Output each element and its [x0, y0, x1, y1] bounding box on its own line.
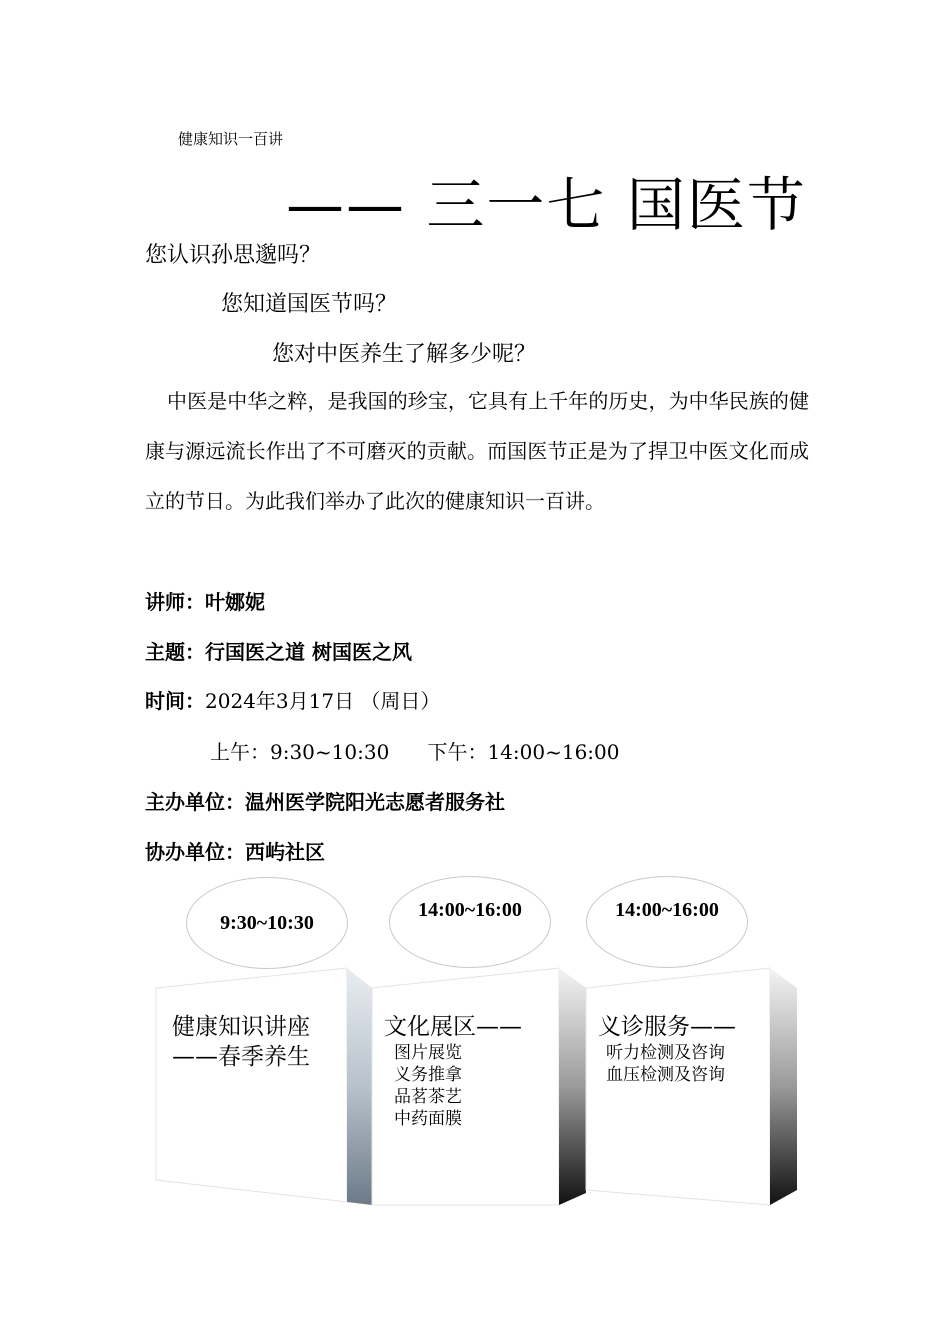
- intro-paragraph: 中医是中华之粹，是我国的珍宝，它具有上千年的历史，为中华民族的健康与源远流长作出了不可磨灭的贡献。而国医节正是为了捍卫中医文化而成立的节日。为此我们举办了此次的健康知识一百讲。: [145, 389, 809, 513]
- page-title: —— 三一七 国医节: [286, 171, 807, 239]
- activity-3-time: 14:00~16:00: [615, 899, 719, 921]
- time-label: 时间：: [145, 689, 205, 713]
- activity-1-title-line-2: ——春季养生: [172, 1044, 310, 1070]
- lecturer: 讲师：叶娜妮: [145, 590, 265, 614]
- activity-box-3: [586, 968, 797, 1205]
- activity-box-1: [156, 968, 372, 1205]
- activity-2-item-4: 中药面膜: [394, 1109, 462, 1129]
- header-small-title: 健康知识一百讲: [178, 130, 284, 148]
- question-2: 您知道国医节吗？: [221, 292, 398, 317]
- question-1: 您认识孙思邈吗？: [145, 243, 322, 268]
- organizer: 主办单位：温州医学院阳光志愿者服务社: [145, 790, 505, 814]
- activity-2-title: 文化展区——: [384, 1014, 522, 1040]
- activity-1-title-line-1: 健康知识讲座: [172, 1014, 310, 1040]
- activity-2-item-1: 图片展览: [394, 1043, 462, 1063]
- activity-1-content: [172, 1012, 310, 1072]
- activity-2-content: [384, 1012, 522, 1130]
- time-value: 2024年3月17日 （周日）: [205, 689, 441, 713]
- activity-3-item-2: 血压检测及咨询: [606, 1065, 725, 1085]
- schedule: 上午：9:30~10:30 下午：14:00~16:00: [210, 740, 620, 764]
- activity-2-time: 14:00~16:00: [418, 899, 522, 921]
- theme: 主题：行国医之道 树国医之风: [145, 640, 412, 664]
- question-3: 您对中医养生了解多少呢？: [272, 342, 537, 367]
- activity-3-item-1: 听力检测及咨询: [606, 1043, 725, 1063]
- co-organizer: 协办单位：西屿社区: [145, 840, 325, 864]
- activity-2-item-3: 品茗茶艺: [394, 1087, 462, 1107]
- activity-1-time: 9:30~10:30: [220, 911, 314, 934]
- activity-3-title: 义诊服务——: [598, 1014, 736, 1040]
- activity-2-item-2: 义务推拿: [394, 1065, 462, 1085]
- activity-3-content: [598, 1012, 736, 1086]
